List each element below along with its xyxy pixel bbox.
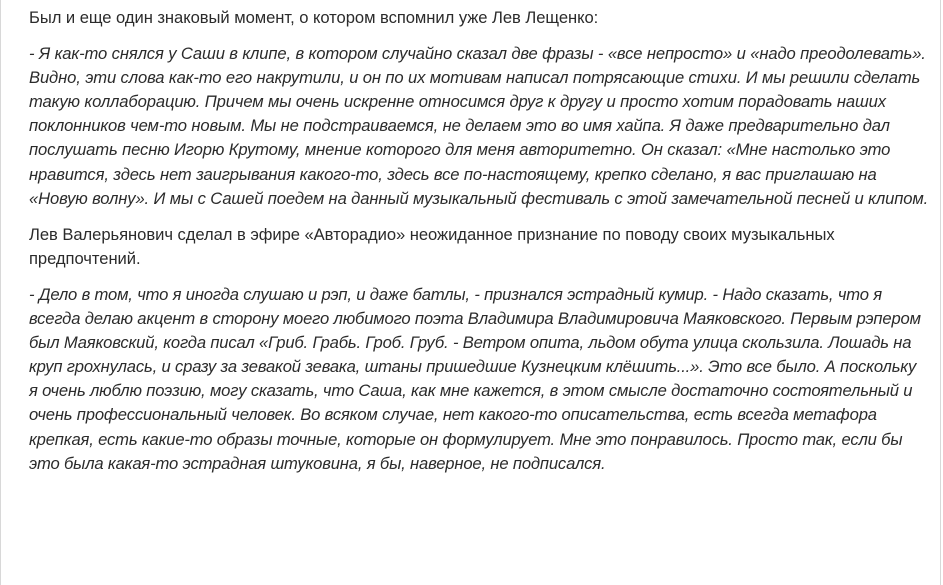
leshchenko-quote-paragraph: - Я как-то снялся у Саши в клипе, в котором случайно сказал две фразы - «все непросто» и «надо преодолевать». Видно, эти слова как-то его накрутили, и он по их мотивам написал потрясающие стихи. И мы решили сделать такую коллаборацию. Причем мы очень искренне относимся друг к другу и просто хотим порадовать наших поклонников чем-то новым. Мы не подстраиваемся, не делаем это во имя хайпа. Я даже предварительно дал послушать песню Игорю Крутому, мнение которого для меня авторитетно. Он сказал: «Мне настолько это нравится, здесь нет заигрывания какого-то, здесь все по-настоящему, крепко сделано, я вас приглашаю на «Новую волну». И мы с Сашей поедем на данный музыкальный фестиваль с этой замечательной песней и клипом. <box>29 44 929 208</box>
autoradio-lead-paragraph: Лев Валерьянович сделал в эфире «Авторадио» неожиданное признание по поводу своих музыкальных предпочтений. <box>29 224 835 268</box>
intro-paragraph: Был и еще один знаковый момент, о котором вспомнил уже Лев Лещенко: <box>29 8 599 27</box>
article-body <box>29 6 929 488</box>
mayakovsky-quote-paragraph: - Дело в том, что я иногда слушаю и рэп, и даже батлы, - признался эстрадный кумир. - Надо сказать, что я всегда делаю акцент в сторону моего любимого поэта Владимира Владимировича Маяковского. Первым рэпером был Маяковский, когда писал «Гриб. Грабь. Гроб. Груб. - Ветром опита, льдом обута улица скользила. Лошадь на круп грохнулась, и сразу за зевакой зевака, штаны пришедшие Кузнецким клёшить...». Это все было. А поскольку я очень люблю поэзию, могу сказать, что Саша, как мне кажется, в этом смысле достаточно состоятельный и очень профессиональный человек. Во всяком случае, нет какого-то описательства, есть всегда метафора крепкая, есть какие-то образы точные, которые он формулирует. Мне это понравилось. Просто так, если бы это была какая-то эстрадная штуковина, я бы, наверное, не подписался. <box>29 284 921 473</box>
